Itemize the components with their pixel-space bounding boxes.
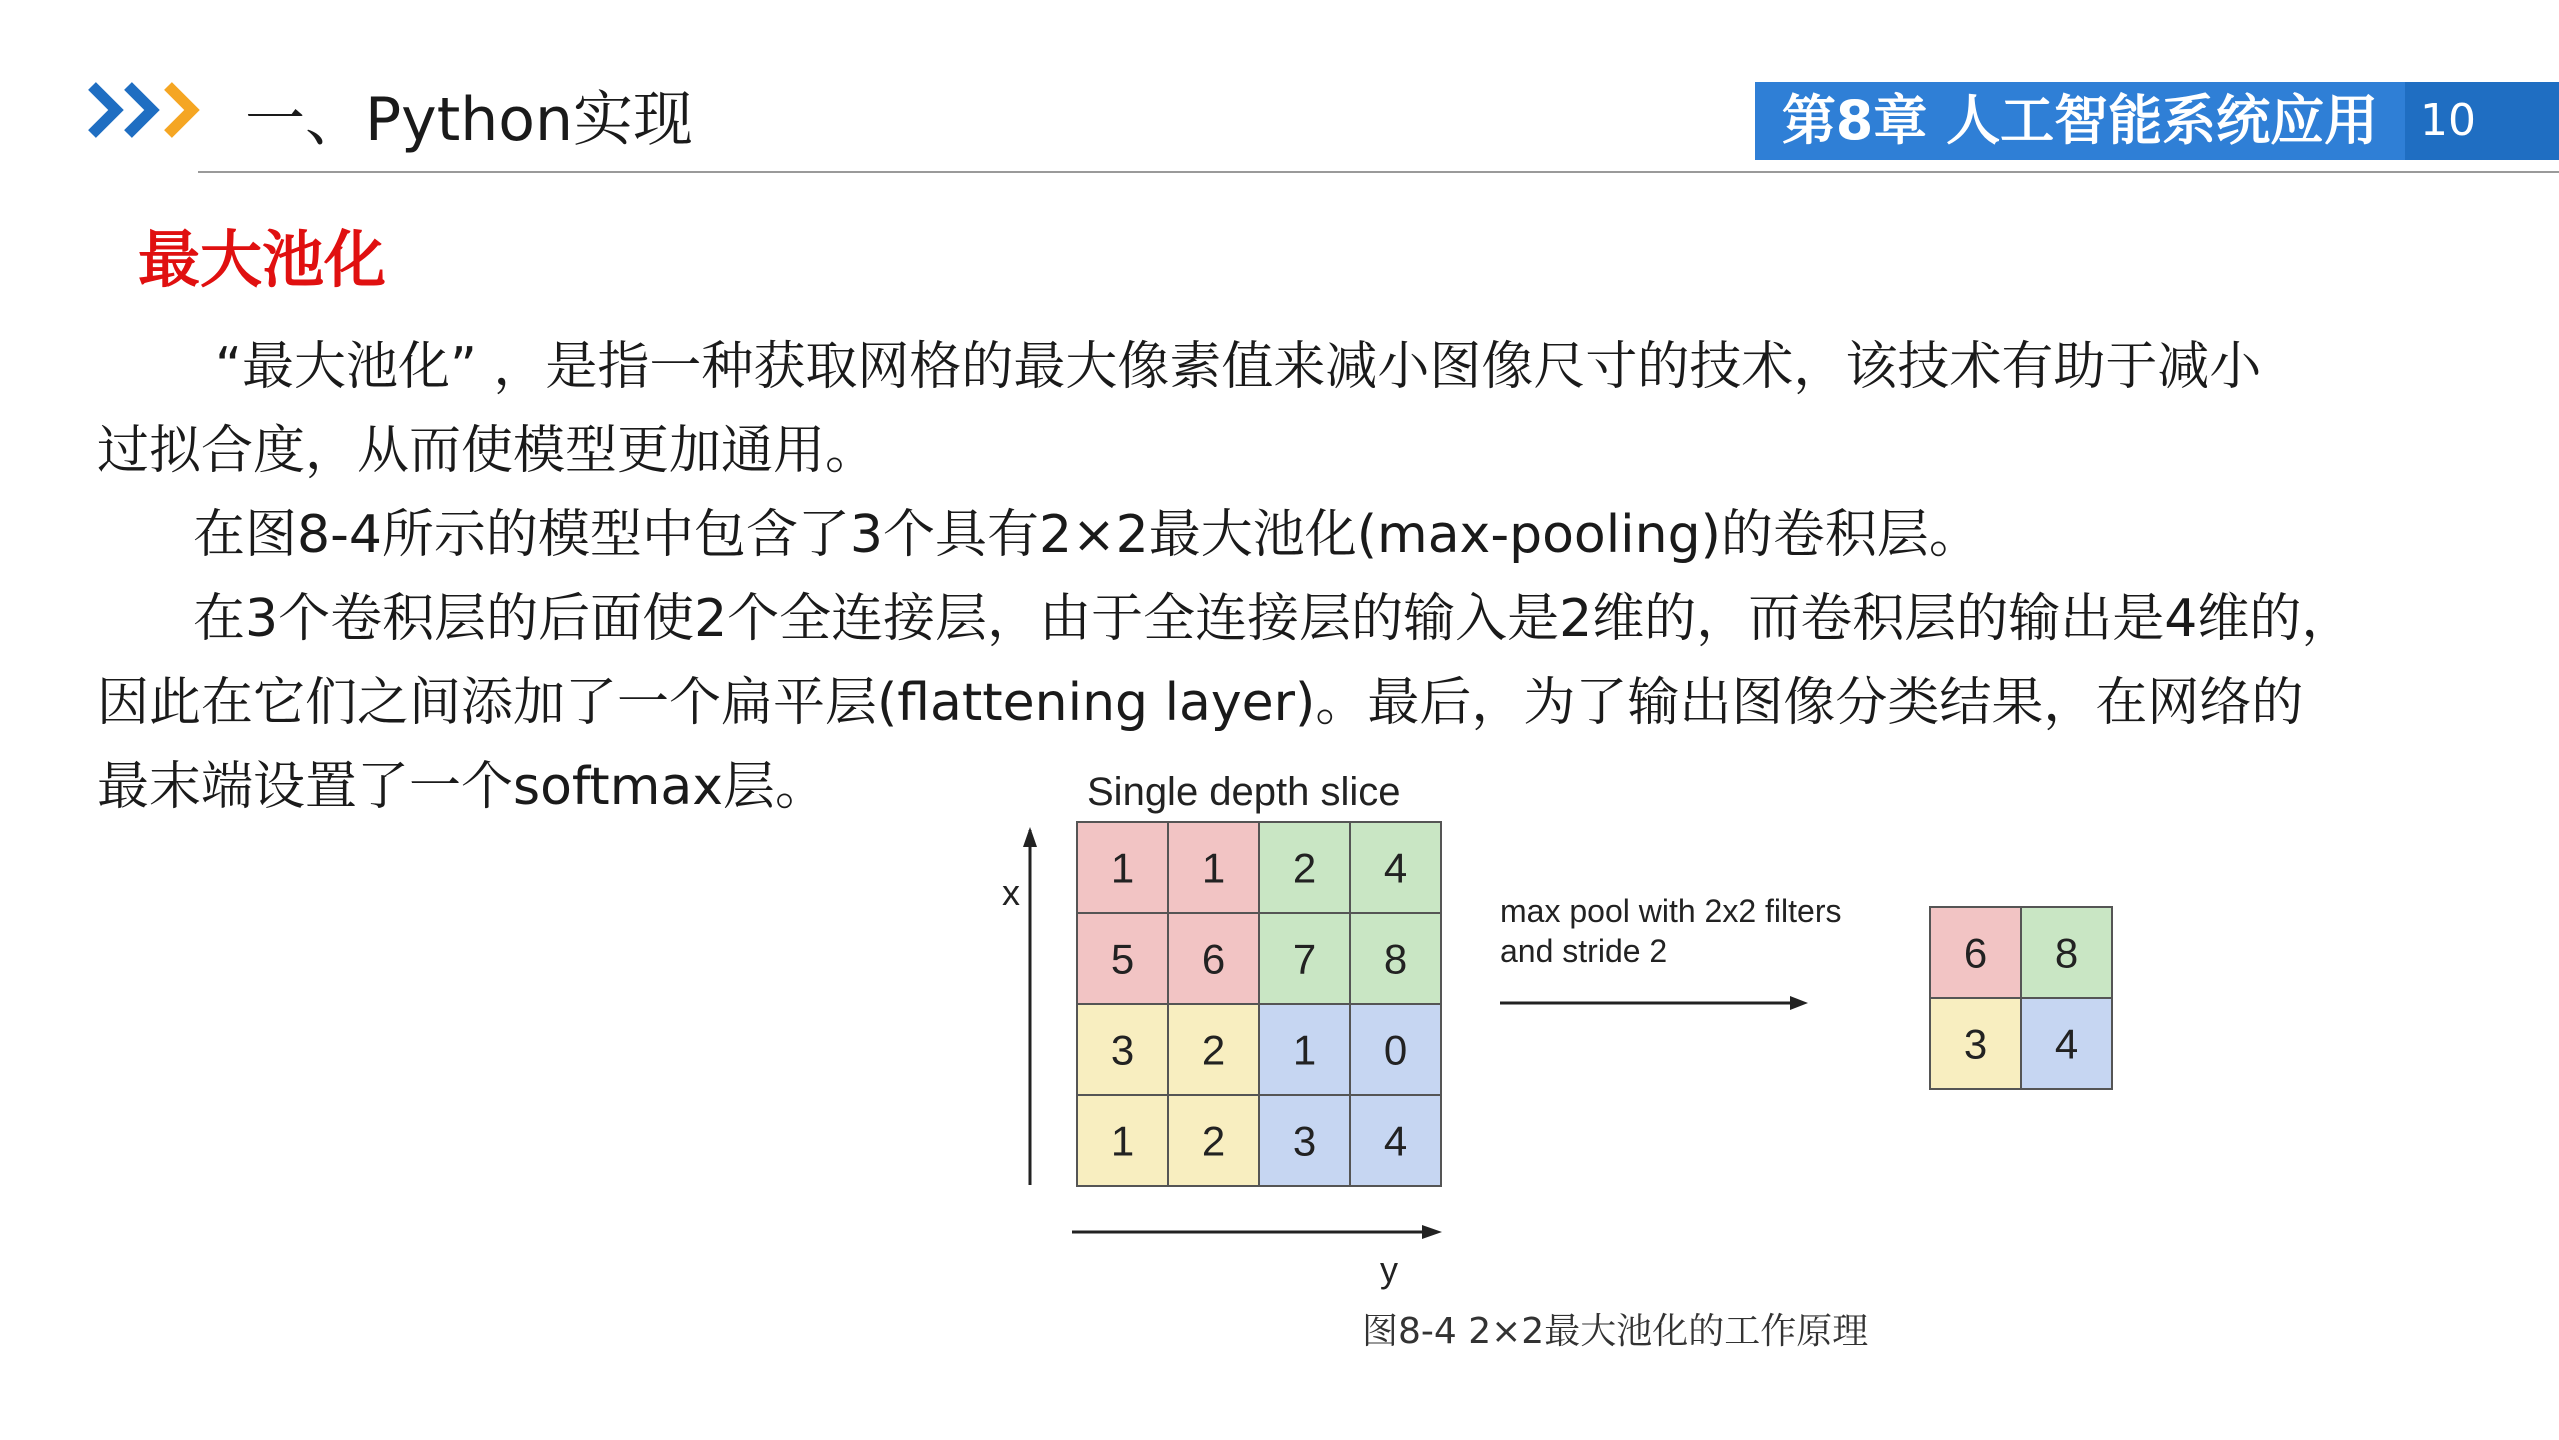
paragraph-line: 因此在它们之间添加了一个扁平层(flattening layer)。最后，为了输出图像分类结果，在网络的 [97,673,2304,733]
input-grid-cell-value: 2 [1292,844,1317,892]
output-grid-cell-value: 8 [2054,929,2079,977]
input-grid-cell-value: 2 [1201,1026,1226,1074]
output-grid-cell-value: 3 [1963,1020,1988,1068]
input-grid-cell-value: 0 [1383,1026,1408,1074]
chapter-banner: 第8章 人工智能系统应用 [1755,82,2405,160]
input-grid-cell-value: 7 [1292,935,1317,983]
paragraph-line: 最末端设置了一个softmax层。 [97,757,827,817]
operation-arrow-icon [1790,996,1808,1010]
input-grid-cell-value: 2 [1201,1117,1226,1165]
section-title: 一、Python实现 [245,85,693,155]
figure-title: Single depth slice [1087,770,1401,814]
input-grid-cell-value: 1 [1292,1026,1317,1074]
output-grid-cell-value: 6 [1963,929,1988,977]
input-grid-cell-value: 3 [1110,1026,1135,1074]
input-grid-cell-value: 4 [1383,844,1408,892]
paragraph-line: 在图8-4所示的模型中包含了3个具有2×2最大池化(max-pooling)的卷积层。 [193,505,1981,565]
y-axis-arrow-icon [1422,1225,1442,1239]
x-axis-label: x [1002,872,1020,913]
input-grid-cell-value: 1 [1201,844,1226,892]
output-grid [1930,907,2112,1089]
figure-caption: 图8-4 2×2最大池化的工作原理 [1362,1311,1869,1352]
y-axis-label: y [1380,1249,1398,1290]
input-grid [1077,822,1441,1186]
header-divider [198,171,2559,173]
x-axis-arrow-icon [1023,827,1037,847]
slide-subtitle: 最大池化 [138,223,387,296]
chevron-logo-icon [88,80,206,140]
input-grid-cell-value: 6 [1201,935,1226,983]
paragraph-line: 在3个卷积层的后面使2个全连接层，由于全连接层的输入是2维的，而卷积层的输出是4维的， [193,589,2354,649]
input-grid-cell-value: 8 [1383,935,1408,983]
paragraph-definition [97,325,2427,493]
max-pooling-figure [960,755,2140,1295]
paragraph-line: 过拟合度，从而使模型更加通用。 [97,421,878,481]
input-grid-cell-value: 1 [1110,844,1135,892]
output-grid-cell-value: 4 [2054,1020,2079,1068]
input-grid-cell-value: 3 [1292,1117,1317,1165]
page-number: 10 [2420,95,2476,146]
operation-label-line2: and stride 2 [1500,933,1668,969]
paragraph-model [97,493,2427,577]
input-grid-cell-value: 4 [1383,1117,1408,1165]
input-grid-cell-value: 5 [1110,935,1135,983]
max-pooling-diagram [960,755,2140,1295]
operation-label-line1: max pool with 2x2 filters [1500,893,1842,929]
paragraph-line: “最大池化” ，是指一种获取网格的最大像素值来减小图像尺寸的技术，该技术有助于减小 [215,337,2262,397]
input-grid-cell-value: 1 [1110,1117,1135,1165]
